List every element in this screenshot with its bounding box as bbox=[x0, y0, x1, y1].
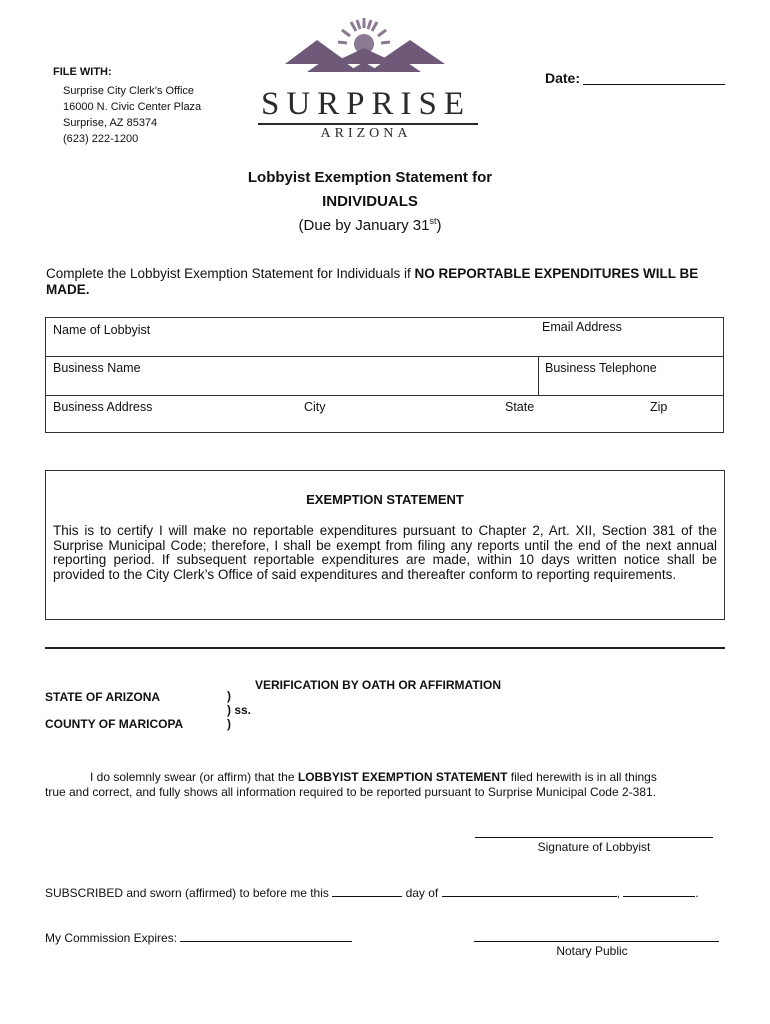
commission-label: My Commission Expires: bbox=[45, 931, 181, 945]
business-name-field[interactable]: Business Name bbox=[53, 361, 141, 375]
comma-text: , bbox=[616, 886, 624, 900]
due-date-text: (Due by January 31 bbox=[298, 217, 430, 234]
row-divider bbox=[46, 356, 723, 357]
subscribed-text: SUBSCRIBED and sworn (affirmed) to before me this bbox=[45, 886, 333, 900]
address-line: Surprise City Clerk’s Office bbox=[63, 85, 195, 97]
day-of-text: day of bbox=[402, 886, 442, 900]
lobbyist-info-table bbox=[45, 317, 724, 433]
notary-signature-field[interactable] bbox=[474, 941, 719, 942]
business-address-field[interactable]: Business Address bbox=[53, 400, 153, 414]
notary-public-label: Notary Public bbox=[556, 944, 628, 958]
due-date-sup: st bbox=[429, 216, 437, 226]
form-subtitle: INDIVIDUALS bbox=[322, 193, 418, 210]
logo-wordmark: SURPRISE bbox=[260, 86, 472, 122]
date-field[interactable] bbox=[583, 84, 725, 85]
commission-line bbox=[45, 930, 352, 945]
state-of-arizona: STATE OF ARIZONA bbox=[45, 690, 161, 704]
period-text: . bbox=[695, 886, 699, 900]
due-date-close: ) bbox=[436, 217, 442, 234]
venue-brackets bbox=[227, 689, 251, 731]
month-field[interactable] bbox=[442, 885, 617, 897]
year-field[interactable] bbox=[623, 885, 695, 897]
day-number-field[interactable] bbox=[332, 885, 402, 897]
lobbyist-signature-field[interactable] bbox=[475, 837, 713, 838]
exemption-title: EXEMPTION STATEMENT bbox=[306, 492, 464, 507]
file-with-label: FILE WITH: bbox=[53, 66, 112, 78]
city-field[interactable]: City bbox=[304, 400, 326, 414]
clerk-address bbox=[63, 83, 201, 147]
bracket-ss: ) ss. bbox=[227, 703, 252, 717]
oath-line-2: true and correct, and fully shows all information required to be reported pursuant to Surprise Municipal Code 2-381. bbox=[45, 785, 656, 799]
subscribed-line bbox=[45, 885, 699, 900]
column-divider bbox=[538, 356, 539, 395]
verification-title: VERIFICATION BY OATH OR AFFIRMATION bbox=[255, 678, 501, 692]
bracket: ) bbox=[227, 689, 231, 703]
row-divider bbox=[46, 395, 723, 396]
county-of-maricopa: COUNTY OF MARICOPA bbox=[45, 717, 184, 731]
instructions-lead: Complete the Lobbyist Exemption Statement for Individuals if bbox=[46, 266, 415, 281]
address-line: (623) 222-1200 bbox=[63, 133, 139, 145]
bracket: ) bbox=[227, 717, 231, 731]
instructions-bold: NO REPORTABLE EXPENDITURES WILL BE MADE. bbox=[46, 266, 699, 297]
instructions bbox=[46, 266, 736, 298]
oath-line-1 bbox=[45, 770, 725, 785]
due-date bbox=[200, 216, 540, 234]
date-label: Date: bbox=[545, 70, 581, 86]
oath-line-1-end: filed herewith is in all things bbox=[507, 770, 657, 784]
address-line: Surprise, AZ 85374 bbox=[63, 117, 158, 129]
address-line: 16000 N. Civic Center Plaza bbox=[63, 101, 202, 113]
state-field[interactable]: State bbox=[505, 400, 535, 414]
lobbyist-signature-label: Signature of Lobbyist bbox=[537, 840, 651, 854]
section-divider bbox=[45, 647, 725, 649]
email-address-field[interactable]: Email Address bbox=[542, 320, 622, 334]
logo-state: ARIZONA bbox=[320, 126, 412, 141]
exemption-text: This is to certify I will make no reportable expenditures pursuant to Chapter 2, Art. XII, Section 381 of the Surprise Municipal Code; therefore, I shall be exempt from filing any reports until the end of the next annual reporting period. If subsequent reportable expenditures are made, within 10 days written notice shall be provided to the City Clerk’s Office of said expenditures and thereafter conform to reporting requirements. bbox=[53, 523, 717, 582]
name-of-lobbyist-field[interactable]: Name of Lobbyist bbox=[53, 323, 151, 337]
logo-rule bbox=[258, 123, 478, 125]
business-telephone-field[interactable]: Business Telephone bbox=[545, 361, 657, 375]
form-title: Lobbyist Exemption Statement for bbox=[247, 169, 493, 186]
oath-bold: LOBBYIST EXEMPTION STATEMENT bbox=[297, 770, 508, 784]
oath-lead: I do solemnly swear (or affirm) that the bbox=[90, 770, 298, 784]
zip-field[interactable]: Zip bbox=[650, 400, 668, 414]
oath-statement bbox=[45, 770, 725, 800]
commission-expires-field[interactable] bbox=[180, 930, 352, 942]
